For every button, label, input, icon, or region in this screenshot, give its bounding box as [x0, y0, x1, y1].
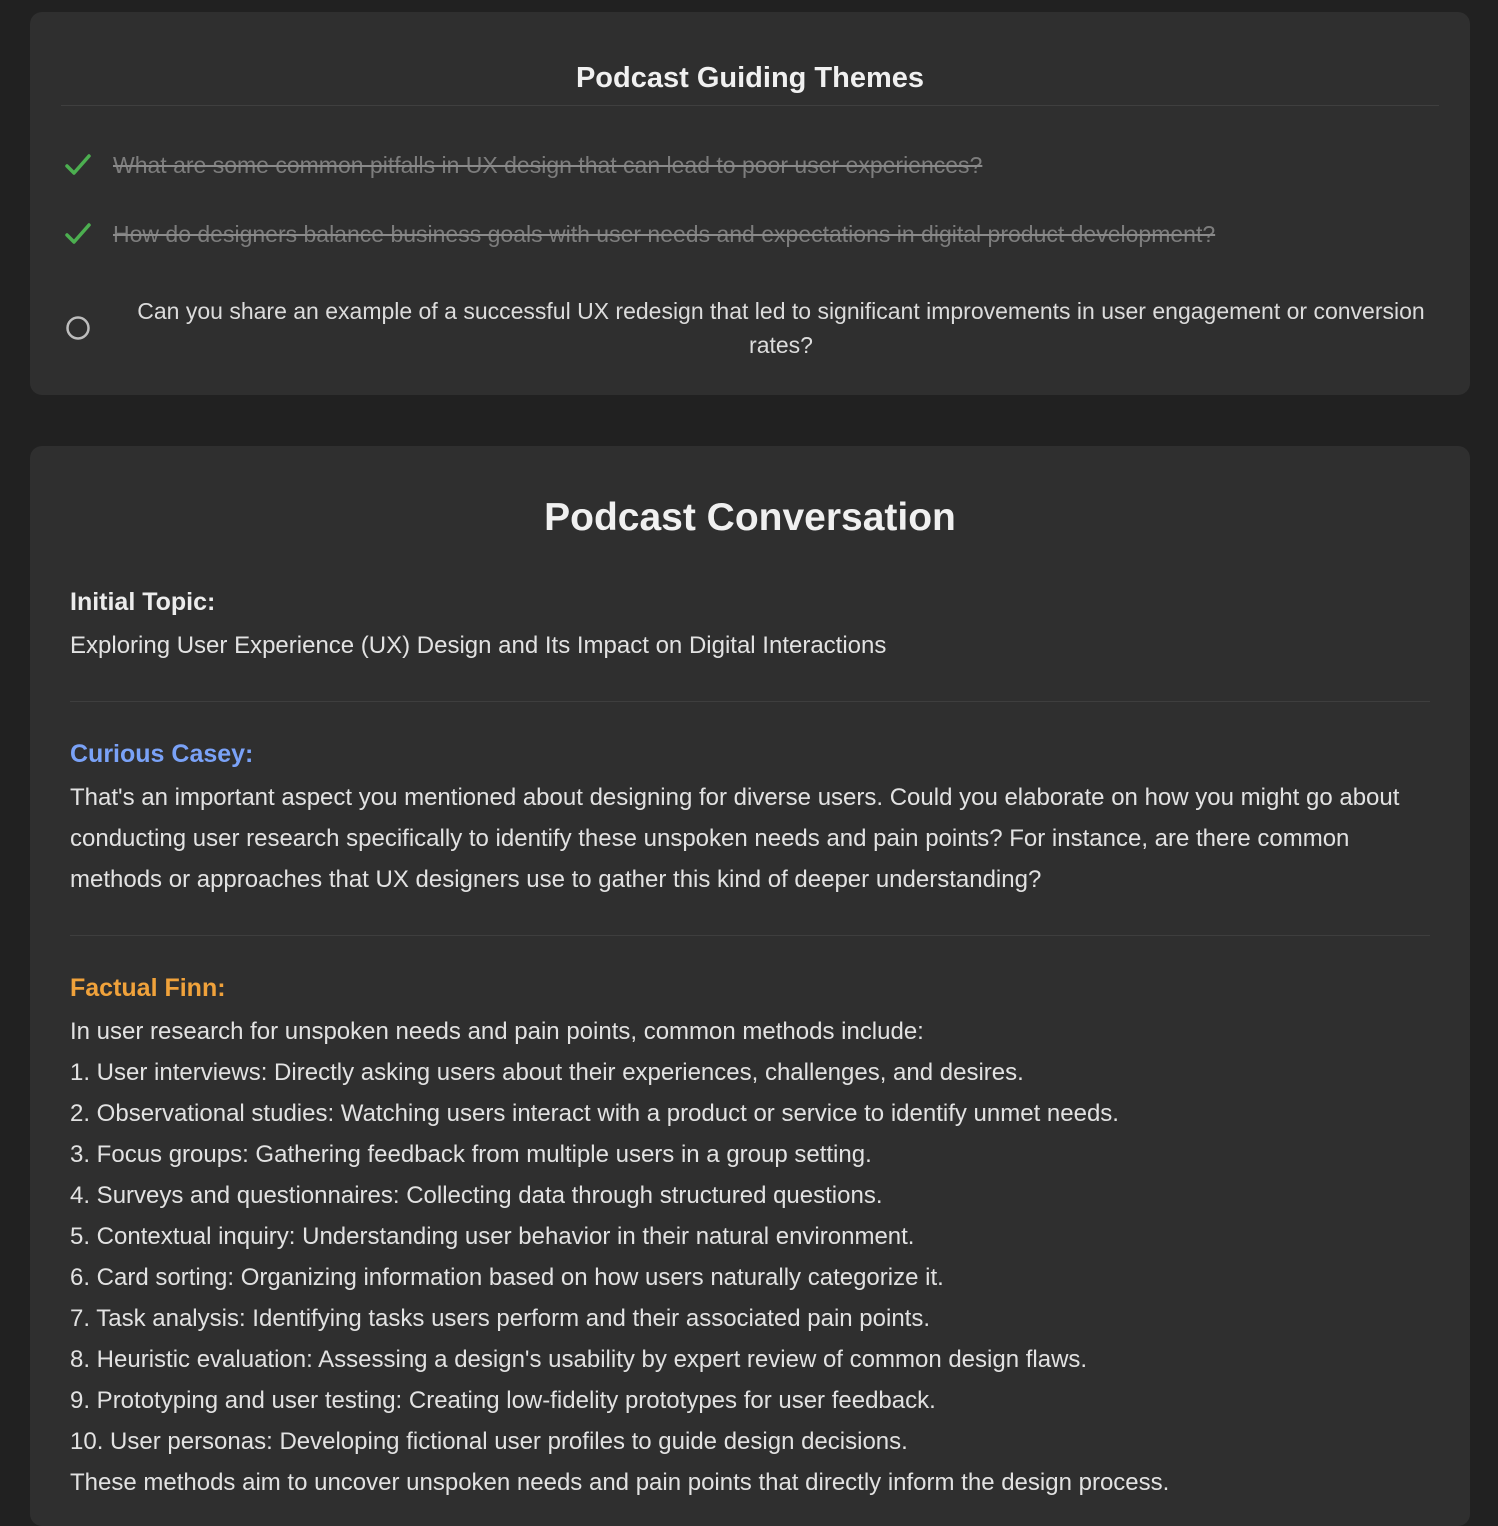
turn-line: 3. Focus groups: Gathering feedback from multiple users in a group setting. — [70, 1141, 872, 1168]
turn-line: 8. Heuristic evaluation: Assessing a design's usability by expert review of common design flaws. — [70, 1346, 1088, 1373]
conversation-card — [30, 446, 1470, 1526]
turn-line: 1. User interviews: Directly asking users about their experiences, challenges, and desires. — [70, 1059, 1024, 1086]
guiding-themes-title: Podcast Guiding Themes — [575, 62, 925, 94]
section-divider — [70, 935, 1430, 936]
turn-text — [70, 1011, 1430, 1503]
turn-line: 9. Prototyping and user testing: Creating low-fidelity prototypes for user feedback. — [70, 1387, 936, 1414]
empty-circle-icon — [64, 314, 92, 342]
themes-divider — [61, 105, 1439, 106]
theme-item-text: How do designers balance business goals with user needs and expectations in digital product development? — [113, 221, 1216, 247]
check-icon — [64, 220, 92, 248]
turn-line: 7. Task analysis: Identifying tasks users perform and their associated pain points. — [70, 1305, 931, 1332]
guiding-themes-card — [30, 12, 1470, 395]
theme-item-text: What are some common pitfalls in UX design that can lead to poor user experiences? — [113, 152, 983, 178]
speaker-name: Factual Finn: — [70, 974, 226, 1002]
turn-line: 6. Card sorting: Organizing information based on how users naturally categorize it. — [70, 1264, 944, 1291]
turn-line: 10. User personas: Developing fictional user profiles to guide design decisions. — [70, 1428, 908, 1455]
turn-line: 4. Surveys and questionnaires: Collecting data through structured questions. — [70, 1182, 883, 1209]
theme-item-text: Can you share an example of a successful UX redesign that led to significant improvements in user engagement or conversion rates? — [137, 298, 1425, 358]
theme-item[interactable] — [64, 148, 1430, 182]
turn-line: 2. Observational studies: Watching users interact with a product or service to identify unmet needs. — [70, 1100, 1119, 1127]
speaker-name: Curious Casey: — [70, 740, 254, 768]
initial-topic-text: Exploring User Experience (UX) Design and Its Impact on Digital Interactions — [70, 632, 887, 659]
theme-item[interactable] — [64, 217, 1430, 251]
turn-line: 5. Contextual inquiry: Understanding user behavior in their natural environment. — [70, 1223, 915, 1250]
theme-item[interactable] — [64, 294, 1430, 362]
turn-line: In user research for unspoken needs and pain points, common methods include: — [70, 1018, 924, 1045]
initial-topic-label: Initial Topic: — [70, 588, 216, 616]
conversation-turn — [70, 971, 1430, 1503]
section-divider — [70, 701, 1430, 702]
check-icon — [64, 151, 92, 179]
conversation-title: Podcast Conversation — [544, 496, 956, 539]
turn-line: These methods aim to uncover unspoken needs and pain points that directly inform the design process. — [70, 1469, 1170, 1496]
conversation-turn — [70, 737, 1430, 900]
turn-text: That's an important aspect you mentioned about designing for diverse users. Could you elaborate on how you might go about conducting user research specifically to identify these unspoken needs and pain points? For instance, are there common methods or approaches that UX designers use to gather this kind of deeper understanding? — [70, 784, 1400, 893]
initial-topic-section — [70, 585, 1430, 666]
